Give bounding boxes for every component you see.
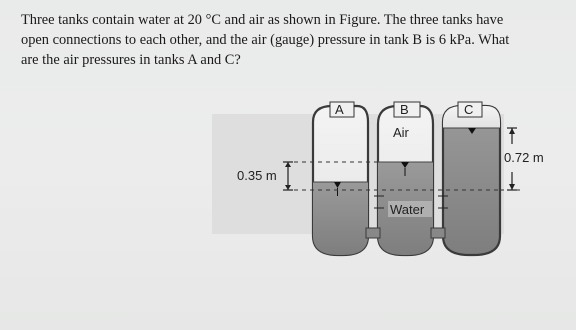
problem-line-2: open connections to each other, and the air (gauge) pressure in tank B is 6 kPa. What [21, 32, 510, 48]
problem-line-3: are the air pressures in tanks A and C? [21, 52, 241, 68]
height-right-label: 0.72 m [504, 150, 544, 165]
height-left-label: 0.35 m [237, 168, 277, 183]
connection-bc [431, 228, 445, 238]
tank-a [313, 106, 368, 255]
tank-c-label: C [464, 102, 474, 117]
tank-a-label: A [335, 102, 344, 117]
problem-line-1: Three tanks contain water at 20 °C and air as shown in Figure. The three tanks have [21, 12, 504, 28]
connection-ab [366, 228, 380, 238]
water-label: Water [390, 202, 425, 217]
air-label: Air [393, 125, 409, 140]
tank-b-label: B [400, 102, 409, 117]
